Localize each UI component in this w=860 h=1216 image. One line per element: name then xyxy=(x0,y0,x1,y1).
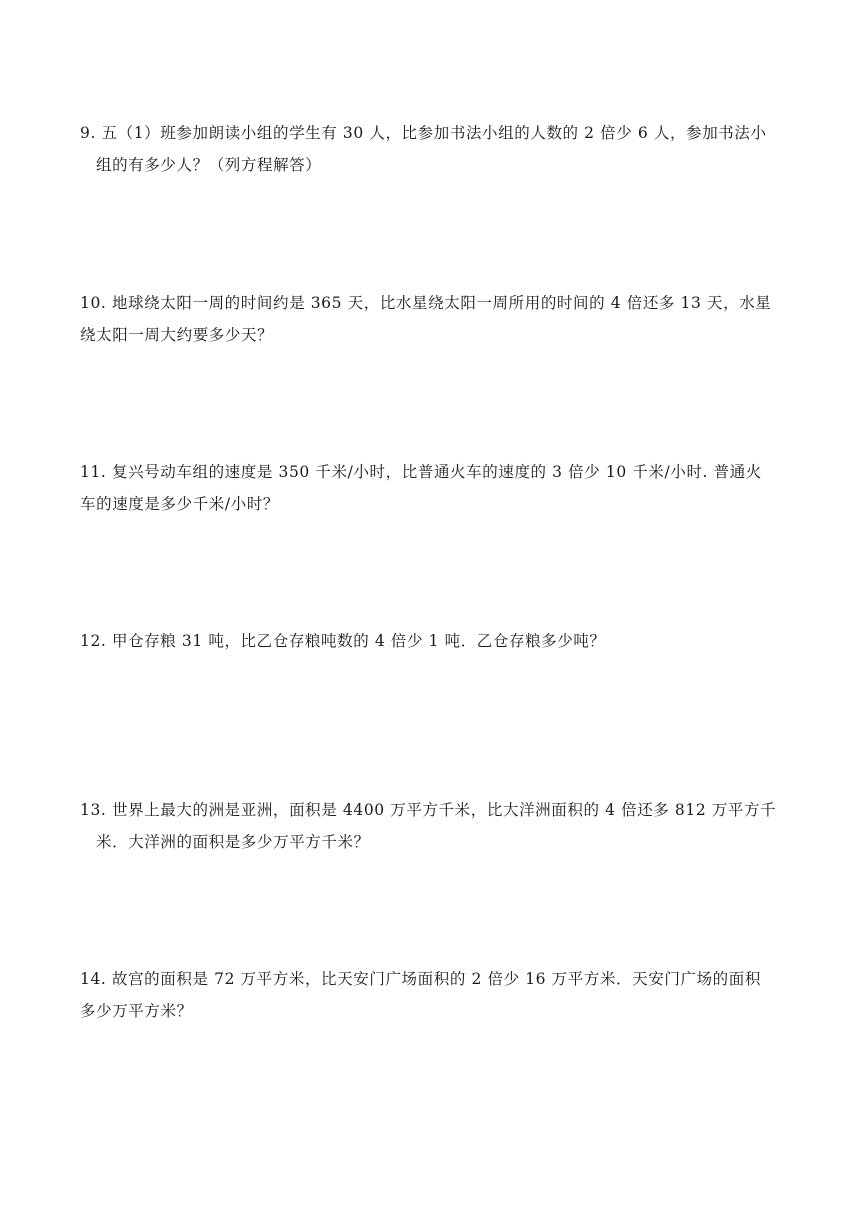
problem-11-line-2: 车的速度是多少千米/小时？ xyxy=(80,495,280,513)
problem-10-line-1: 10. 地球绕太阳一周的时间约是 365 天，比水星绕太阳一周所用的时间的 4 倍还多 13 天，水星 xyxy=(80,294,772,312)
problem-11-line-1: 11. 复兴号动车组的速度是 350 千米/小时，比普通火车的速度的 3 倍少 10 千米/小时. 普通火 xyxy=(80,463,762,481)
problem-12-line-1: 12. 甲仓存粮 31 吨，比乙仓存粮吨数的 4 倍少 1 吨．乙仓存粮多少吨？ xyxy=(80,632,606,650)
problem-14-line-1: 14. 故宫的面积是 72 万平方米，比天安门广场面积的 2 倍少 16 万平方米．天安门广场的面积 xyxy=(80,970,761,988)
problem-9 xyxy=(80,117,784,181)
problem-12 xyxy=(80,625,784,657)
problem-13-line-2: 米．大洋洲的面积是多少万平方千米？ xyxy=(96,833,370,851)
problem-9-line-2: 组的有多少人？（列方程解答） xyxy=(96,156,322,174)
problem-13 xyxy=(80,794,784,858)
problem-14-line-2: 多少万平方米？ xyxy=(80,1002,193,1020)
problem-14 xyxy=(80,963,784,1027)
problem-10-line-2: 绕太阳一周大约要多少天？ xyxy=(80,326,274,344)
problem-9-line-1: 9. 五（1）班参加朗读小组的学生有 30 人，比参加书法小组的人数的 2 倍少 6 人，参加书法小 xyxy=(80,124,767,142)
problem-11 xyxy=(80,456,784,520)
problem-10 xyxy=(80,287,784,351)
problem-13-line-1: 13. 世界上最大的洲是亚洲，面积是 4400 万平方千米，比大洋洲面积的 4 倍还多 812 万平方千 xyxy=(80,801,777,819)
